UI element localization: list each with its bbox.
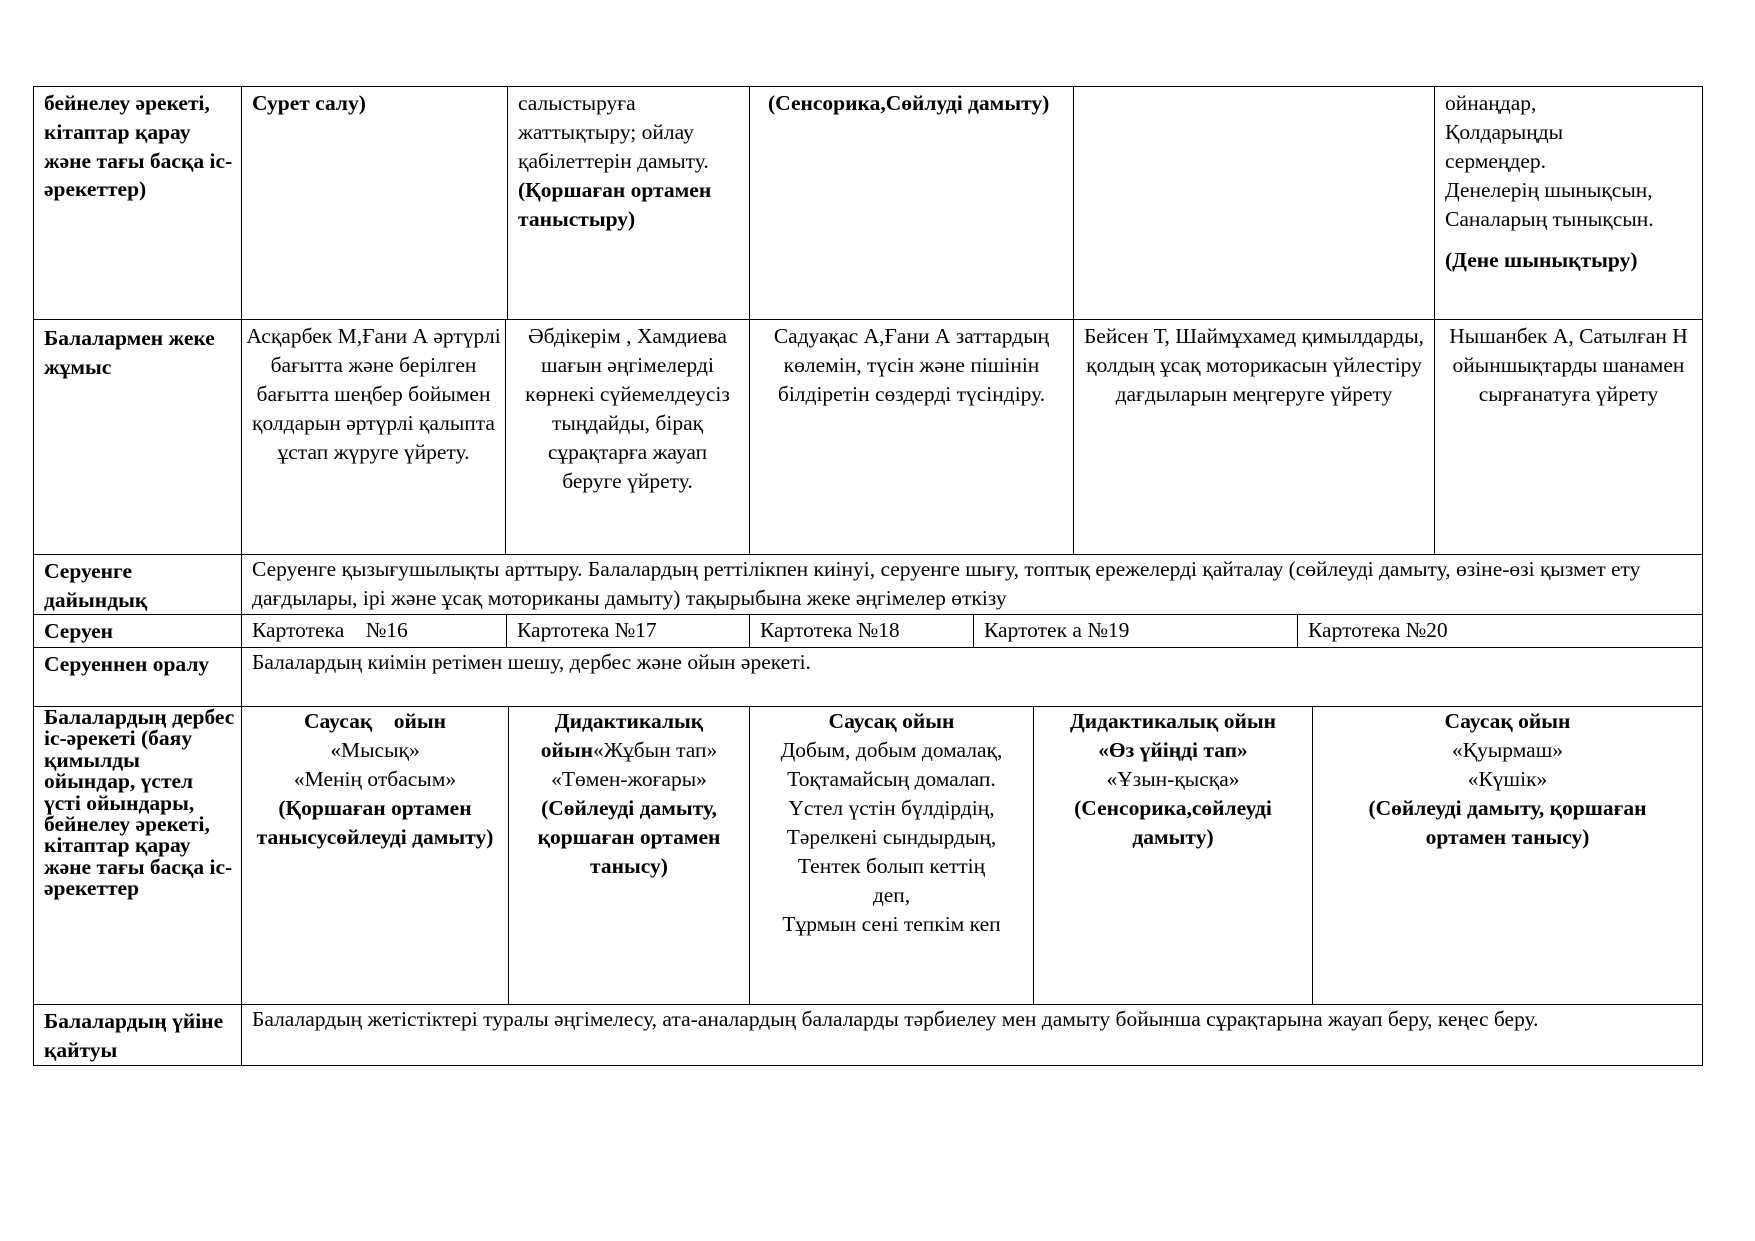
cell-text: Картотека №17 xyxy=(517,618,657,642)
cell-line: «Күшік» xyxy=(1467,767,1548,791)
label-text: Серуенге дайындық xyxy=(44,559,148,612)
individual-cell-5 xyxy=(1434,319,1703,555)
individual-cell-1 xyxy=(241,319,506,555)
walk-card-19 xyxy=(973,614,1298,648)
cell-bold-text: (Сенсорика,сөйлеуді дамыту) xyxy=(1074,796,1272,849)
cell-title: Дидактикалық ойын xyxy=(1069,709,1277,733)
independent-cell-1 xyxy=(241,706,509,1005)
cell-text: салыстыруға жаттықтыру; ойлау қабілеттерін дамыту. xyxy=(518,91,709,173)
independent-cell-2 xyxy=(508,706,750,1005)
cell-text: Картотека №18 xyxy=(760,618,900,642)
cell-line: Денелерің шынықсын, xyxy=(1445,178,1653,202)
cell-line: деп, xyxy=(872,883,911,907)
cell-text: Сурет салу) xyxy=(252,91,366,115)
cell-line: Үстел үстін бүлдірдің, xyxy=(788,796,995,820)
row-label-independent xyxy=(33,706,242,1005)
cell-text: Картотек а №19 xyxy=(984,618,1130,642)
cell-text: Әбдікерім , Хамдиева шағын әңгімелерді көрнекі сүйемелдеусіз тыңдайды, бірақ сұрақтарға жауап беруге үйрету. xyxy=(525,324,730,493)
row-label-art xyxy=(33,86,242,320)
cell-text: Асқарбек М,Ғани А әртүрлі бағытта және берілген бағытта шеңбер бойымен қолдарын әртүрлі қалыпта ұстап жүруге үйрету. xyxy=(246,324,501,464)
independent-cell-3 xyxy=(749,706,1034,1005)
cell-line: «Қуырмаш» xyxy=(1451,738,1564,762)
walk-card-18 xyxy=(749,614,974,648)
row-label-going-home xyxy=(33,1004,242,1066)
row-label-walk-prep xyxy=(33,554,242,615)
cell-line: «Өз үйіңді тап» xyxy=(1098,738,1248,762)
independent-cell-4 xyxy=(1033,706,1313,1005)
cell-line: Тұрмын сені тепкім кеп xyxy=(782,912,1001,936)
cell-bold-text: (Дене шынықтыру) xyxy=(1445,248,1638,272)
art-cell-2 xyxy=(507,86,750,320)
independent-cell-5 xyxy=(1312,706,1703,1005)
cell-bold-text: (Сөйлеуді дамыту, қоршаған ортамен танысу) xyxy=(1368,796,1647,849)
label-text: Балалармен жеке жұмыс xyxy=(44,326,215,379)
cell-text: Бейсен Т, Шаймұхамед қимылдарды, қолдың ұсақ моторикасын үйлестіру дағдыларын меңгеруге үйрету xyxy=(1083,324,1425,406)
art-cell-5 xyxy=(1434,86,1703,320)
walk-card-17 xyxy=(506,614,750,648)
label-text: Балалардың дербес іс-әрекеті (баяу қимылды ойындар, үстел үсті ойындары, бейнелеу әрекеті, кітаптар қарау және тағы басқа іс-әрекеттер xyxy=(44,706,235,901)
cell-text: Садуақас А,Ғани А заттардың көлемін, түсін және пішінін білдіретін сөздерді түсіндіру. xyxy=(773,324,1050,406)
label-text: Балалардың үйіне қайтуы xyxy=(44,1009,224,1062)
row-label-individual xyxy=(33,319,242,555)
cell-line: Тәрелкені сындырдың, xyxy=(786,825,997,849)
cell-line: Қолдарыңды xyxy=(1445,120,1564,144)
cell-bold-text: (Қоршаған ортамен таныстыру) xyxy=(518,178,712,231)
cell-text: Балалардың киімін ретімен шешу, дербес және ойын әрекеті. xyxy=(252,650,811,674)
art-cell-3 xyxy=(749,86,1074,320)
label-text: Серуеннен оралу xyxy=(44,652,210,676)
art-cell-4 xyxy=(1073,86,1435,320)
individual-cell-3 xyxy=(749,319,1074,555)
cell-line: ойнаңдар, xyxy=(1445,91,1537,115)
cell-text: «Жұбын тап» xyxy=(593,738,718,762)
cell-bold-text: (Сөйлеуді дамыту, қоршаған ортамен танысу) xyxy=(537,796,721,878)
cell-text: Балалардың жетістіктері туралы әңгімелесу, ата-аналардың балаларды тәрбиелеу мен дамыту бойынша сұрақтарына жауап беру, кеңес беру. xyxy=(252,1007,1539,1031)
cell-text: Нышанбек А, Сатылған Н ойыншықтарды шанамен сырғанатуға үйрету xyxy=(1449,324,1688,406)
row-label-walk-return xyxy=(33,647,242,707)
art-cell-1 xyxy=(241,86,508,320)
cell-title: Дидактикалық xyxy=(554,709,704,733)
walk-card-20 xyxy=(1297,614,1703,648)
cell-title: Саусақ ойын xyxy=(1444,709,1571,733)
cell-text: Картотека №16 xyxy=(252,618,408,642)
walk-prep-text xyxy=(241,554,1703,615)
label-text: Серуен xyxy=(44,619,114,643)
cell-text: Картотека №20 xyxy=(1308,618,1448,642)
cell-line: Добым, добым домалақ, xyxy=(780,738,1003,762)
cell-bold-word: ойын xyxy=(540,738,594,762)
cell-text: Серуенге қызығушылықты арттыру. Балалардың реттілікпен киінуі, серуенге шығу, топтық ережелерді қайталау (сөйлеуді дамыту, өзіне-өзі қызмет ету дағдылары, ірі және ұсақ моториканы дамыту) тақырыбына жеке әңгімелер өткізу xyxy=(252,557,1641,610)
cell-line: Тоқтамайсың домалап. xyxy=(787,767,996,791)
cell-line: Саналарың тынықсын. xyxy=(1445,207,1654,231)
individual-cell-4 xyxy=(1073,319,1435,555)
cell-line: «Менің отбасым» xyxy=(293,767,457,791)
cell-line: «Мысық» xyxy=(330,738,420,762)
cell-bold-text: (Қоршаған ортамен танысусөйлеуді дамыту) xyxy=(256,796,494,849)
cell-line: сермеңдер. xyxy=(1445,149,1547,173)
cell-title: Саусақ ойын xyxy=(828,709,955,733)
row-label-walk xyxy=(33,614,242,648)
label-text: бейнелеу әрекеті, кітаптар қарау және тағы басқа іс-әрекеттер) xyxy=(44,91,233,202)
cell-title: Саусақ ойын xyxy=(303,709,447,733)
walk-return-text xyxy=(241,647,1703,707)
cell-text: (Сенсорика,Сөйлуді дамыту) xyxy=(768,91,1050,115)
going-home-text xyxy=(241,1004,1703,1066)
walk-card-16 xyxy=(241,614,507,648)
cell-line: «Ұзын-қысқа» xyxy=(1106,767,1240,791)
cell-line: «Төмен-жоғары» xyxy=(551,767,707,791)
cell-line: Тентек болып кеттің xyxy=(797,854,986,878)
individual-cell-2 xyxy=(505,319,750,555)
